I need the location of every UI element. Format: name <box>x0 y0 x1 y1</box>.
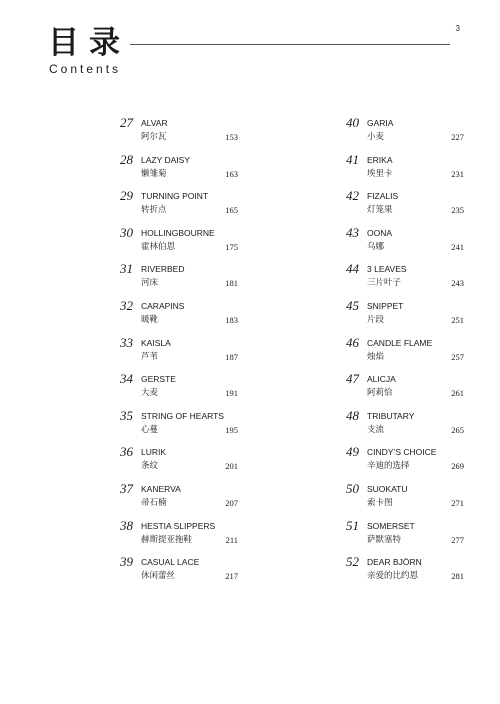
entry-title-zh: 辛迪的选择 <box>367 461 410 472</box>
toc-entry[interactable] <box>346 482 466 519</box>
entry-number: 48 <box>346 407 359 423</box>
entry-number: 39 <box>120 554 133 570</box>
entry-title-en: ALICJA <box>367 374 396 385</box>
entry-page: 211 <box>225 534 238 545</box>
entry-title-zh: 阿莉恰 <box>367 388 393 399</box>
entry-page: 183 <box>225 314 238 325</box>
entry-number: 52 <box>346 554 359 570</box>
toc-entry[interactable] <box>120 555 240 592</box>
entry-number: 33 <box>120 334 133 350</box>
toc-entry[interactable] <box>120 116 240 153</box>
entry-page: 243 <box>451 278 464 289</box>
entry-page: 271 <box>451 497 464 508</box>
entry-number: 51 <box>346 517 359 533</box>
entry-number: 41 <box>346 151 359 167</box>
entry-number: 30 <box>120 224 133 240</box>
toc-column-left <box>120 116 240 592</box>
entry-title-en: DEAR BJÖRN <box>367 557 422 568</box>
entry-title-zh: 休闲蕾丝 <box>141 571 176 582</box>
entry-title-zh: 乌娜 <box>367 241 385 252</box>
entry-number: 31 <box>120 261 133 277</box>
entry-page: 265 <box>451 424 464 435</box>
entry-title-en: GARIA <box>367 118 394 128</box>
entry-page: 281 <box>451 571 464 582</box>
entry-page: 261 <box>451 388 464 399</box>
entry-title-en: STRING OF HEARTS <box>141 410 224 421</box>
entry-page: 195 <box>225 424 238 435</box>
entry-page: 191 <box>225 388 238 399</box>
entry-page: 231 <box>451 168 464 179</box>
entry-title-zh: 赫斯提亚拖鞋 <box>141 534 193 545</box>
entry-title-zh: 小麦 <box>367 132 385 142</box>
entry-number: 38 <box>120 517 133 533</box>
toc-entry[interactable] <box>120 445 240 482</box>
entry-page: 217 <box>225 571 238 582</box>
entry-title-en: 3 LEAVES <box>367 264 407 275</box>
toc-entry[interactable] <box>346 336 466 373</box>
entry-page: 227 <box>451 132 464 142</box>
entry-title-zh: 条纹 <box>141 461 159 472</box>
entry-page: 207 <box>225 497 238 508</box>
entry-title-en: SOMERSET <box>367 520 415 531</box>
entry-title-en: TURNING POINT <box>141 191 209 202</box>
entry-title-en: ERIKA <box>367 154 393 165</box>
entry-number: 44 <box>346 261 359 277</box>
header-rule <box>130 44 450 45</box>
entry-page: 175 <box>225 241 238 252</box>
entry-page: 269 <box>451 461 464 472</box>
entry-title-zh: 灯笼果 <box>367 205 393 216</box>
toc-entry[interactable] <box>120 226 240 263</box>
entry-title-en: CASUAL LACE <box>141 557 200 568</box>
entry-number: 43 <box>346 224 359 240</box>
entry-page: 201 <box>225 461 238 472</box>
entry-page: 187 <box>225 351 238 362</box>
entry-title-zh: 阿尔瓦 <box>141 132 167 142</box>
entry-title-zh: 萨默塞特 <box>367 534 402 545</box>
toc-entry[interactable] <box>346 226 466 263</box>
entry-title-zh: 片段 <box>367 314 385 325</box>
entry-title-zh: 霍林伯恩 <box>141 241 176 252</box>
toc-column-right <box>346 116 466 592</box>
toc-entry[interactable] <box>120 153 240 190</box>
entry-number: 50 <box>346 480 359 496</box>
entry-number: 34 <box>120 371 133 387</box>
entry-title-zh: 芦苇 <box>141 351 159 362</box>
toc-entry[interactable] <box>120 189 240 226</box>
page-subtitle: Contents <box>49 62 122 76</box>
entry-number: 29 <box>120 188 133 204</box>
toc-entry[interactable] <box>346 409 466 446</box>
entry-title-zh: 帚石楠 <box>141 497 167 508</box>
toc-entry[interactable] <box>120 372 240 409</box>
toc-entry[interactable] <box>120 299 240 336</box>
entry-title-en: KAISLA <box>141 337 171 348</box>
entry-title-zh: 大麦 <box>141 388 159 399</box>
entry-title-en: LURIK <box>141 447 167 458</box>
entry-number: 32 <box>120 297 133 313</box>
entry-number: 36 <box>120 444 133 460</box>
entry-number: 45 <box>346 297 359 313</box>
entry-title-en: CINDY’S CHOICE <box>367 447 437 458</box>
entry-title-zh: 索卡图 <box>367 497 393 508</box>
entry-title-en: CARAPINS <box>141 300 185 311</box>
toc-entry[interactable] <box>120 336 240 373</box>
entry-page: 165 <box>225 205 238 216</box>
entry-number: 27 <box>120 115 133 130</box>
entry-number: 47 <box>346 371 359 387</box>
entry-title-en: HESTIA SLIPPERS <box>141 520 216 531</box>
entry-title-en: KANERVA <box>141 483 181 494</box>
toc-entry[interactable] <box>120 262 240 299</box>
entry-title-zh: 支流 <box>367 424 385 435</box>
toc-entry[interactable] <box>346 299 466 336</box>
entry-title-zh: 河床 <box>141 278 159 289</box>
toc-entry[interactable] <box>346 372 466 409</box>
entry-title-zh: 转折点 <box>141 205 167 216</box>
entry-page: 257 <box>451 351 464 362</box>
entry-number: 35 <box>120 407 133 423</box>
entry-title-en: RIVERBED <box>141 264 185 275</box>
toc-entry[interactable] <box>346 262 466 299</box>
entry-number: 49 <box>346 444 359 460</box>
toc-entry[interactable] <box>120 409 240 446</box>
entry-page: 153 <box>225 132 238 142</box>
entry-number: 40 <box>346 115 359 130</box>
entry-number: 46 <box>346 334 359 350</box>
entry-title-zh: 暖靴 <box>141 314 159 325</box>
toc-entry[interactable] <box>120 482 240 519</box>
toc-entry[interactable] <box>346 153 466 190</box>
entry-title-zh: 亲爱的比约恩 <box>367 571 419 582</box>
entry-title-en: SNIPPET <box>367 300 404 311</box>
entry-title-en: ALVAR <box>141 118 168 128</box>
page-number: 3 <box>455 24 460 33</box>
entry-page: 277 <box>451 534 464 545</box>
entry-title-en: CANDLE FLAME <box>367 337 433 348</box>
entry-title-zh: 三片叶子 <box>367 278 402 289</box>
toc-entry[interactable] <box>120 519 240 556</box>
entry-title-en: LAZY DAISY <box>141 154 190 165</box>
entry-title-en: SUOKATU <box>367 483 408 494</box>
entry-title-zh: 烛焰 <box>367 351 385 362</box>
toc-entry[interactable] <box>346 445 466 482</box>
entry-title-en: OONA <box>367 227 393 238</box>
entry-title-zh: 埃里卡 <box>367 168 393 179</box>
entry-page: 251 <box>451 314 464 325</box>
entry-page: 181 <box>225 278 238 289</box>
entry-number: 28 <box>120 151 133 167</box>
entry-title-zh: 心蔓 <box>141 424 159 435</box>
entry-title-en: GERSTE <box>141 374 176 385</box>
toc-entry[interactable] <box>346 555 466 592</box>
page-title: 目录 <box>48 25 130 61</box>
toc-entry[interactable] <box>346 116 466 153</box>
toc-entry[interactable] <box>346 189 466 226</box>
entry-title-en: TRIBUTARY <box>367 410 415 421</box>
entry-number: 42 <box>346 188 359 204</box>
entry-title-zh: 懒雏菊 <box>141 168 167 179</box>
entry-number: 37 <box>120 480 133 496</box>
entry-page: 241 <box>451 241 464 252</box>
entry-title-en: FIZALIS <box>367 191 399 202</box>
entry-page: 163 <box>225 168 238 179</box>
entry-title-en: HOLLINGBOURNE <box>141 227 215 238</box>
entry-page: 235 <box>451 205 464 216</box>
toc-entry[interactable] <box>346 519 466 556</box>
